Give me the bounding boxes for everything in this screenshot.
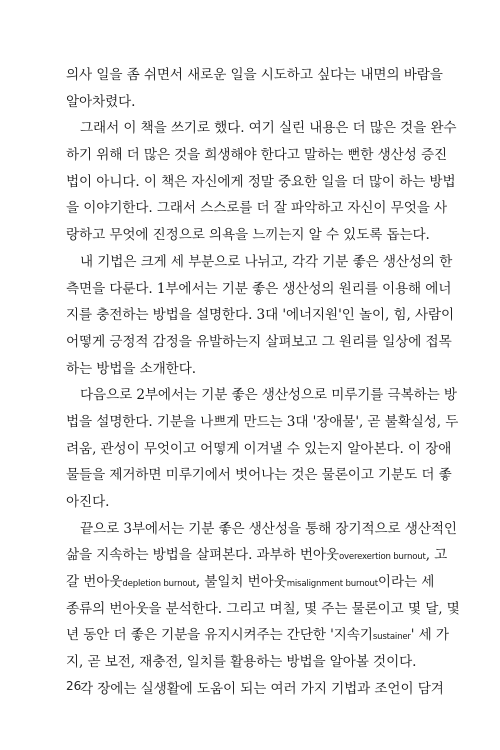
text-line: 아진다. [66, 494, 110, 510]
text-run: , 불일치 번아웃 [195, 574, 287, 591]
text-line: 끝으로 3부에서는 기분 좋은 생산성을 통해 장기적으로 생산적인 [80, 520, 457, 537]
text-run: 갈 번아웃 [66, 574, 123, 591]
text-line: 려움, 관성이 무엇이고 어떻게 이겨낼 수 있는지 알아본다. 이 장애 [66, 440, 452, 457]
text-line: 다음으로 2부에서는 기분 좋은 생산성으로 미루기를 극복하는 방 [80, 387, 457, 404]
paragraph-2 [66, 115, 457, 248]
text-line [66, 542, 448, 569]
text-line [66, 569, 435, 596]
text-line: 지, 곧 보전, 재충전, 일치를 활용하는 방법을 알아볼 것이다. [66, 654, 417, 671]
text-run: ' 세 가 [410, 627, 449, 644]
text-line: 하기 위해 더 많은 것을 희생해야 한다고 말하는 뻔한 생산성 증진 [66, 147, 448, 164]
english-gloss: sustainer [372, 632, 411, 643]
english-gloss: depletion burnout [122, 579, 196, 590]
text-line: 물들을 제거하면 미루기에서 벗어나는 것은 물론이고 기분도 더 좋 [66, 467, 452, 484]
text-line: 종류의 번아웃을 분석한다. 그리고 며칠, 몇 주는 물론이고 몇 달, 몇 [66, 600, 460, 617]
text-run: 이라는 세 [377, 574, 435, 591]
paragraph-3 [66, 249, 455, 382]
text-line: 각 장에는 실생활에 도움이 되는 여러 가지 기법과 조언이 담겨 [80, 680, 444, 697]
text-line: 지를 충전하는 방법을 설명한다. 3대 '에너지원'인 놀이, 힘, 사람이 [66, 307, 455, 324]
english-gloss: overexertion burnout [338, 552, 426, 563]
text-line: 법을 설명한다. 기분을 나쁘게 만드는 3대 '장애물', 곧 불확실성, 두 [66, 413, 459, 430]
text-line: 측면을 다룬다. 1부에서는 기분 좋은 생산성의 원리를 이용해 에너 [66, 280, 452, 297]
paragraph-1 [66, 62, 443, 115]
text-run: 년 동안 더 좋은 기분을 유지시켜주는 간단한 '지속기 [66, 627, 373, 644]
page-number: 26 [66, 679, 82, 693]
text-line [66, 622, 449, 649]
text-line: 하는 방법을 소개한다. [66, 360, 196, 377]
text-run: 삶을 지속하는 방법을 살펴본다. 과부하 번아웃 [66, 547, 339, 564]
text-line: 그래서 이 책을 쓰기로 했다. 여기 실린 내용은 더 많은 것을 완수 [80, 120, 457, 137]
english-gloss: misalignment burnout [286, 579, 378, 590]
text-line: 의사 일을 좀 쉬면서 새로운 일을 시도하고 싶다는 내면의 바람을 [66, 67, 443, 83]
text-line: 내 기법은 크게 세 부분으로 나뉘고, 각각 기분 좋은 생산성의 한 [80, 253, 453, 270]
text-line: 랑하고 무엇에 진정으로 의욕을 느끼는지 알 수 있도록 돕는다. [66, 227, 430, 244]
text-line: 알아차렸다. [66, 93, 136, 110]
text-line: 법이 아니다. 이 책은 자신에게 정말 중요한 일을 더 많이 하는 방법 [66, 173, 456, 190]
paragraph-6 [66, 676, 444, 703]
paragraph-5 [66, 516, 460, 676]
text-line: 을 이야기한다. 그래서 스스로를 더 잘 파악하고 자신이 무엇을 사 [66, 200, 448, 217]
body-text [66, 62, 460, 703]
paragraph-4 [66, 382, 459, 515]
text-run: , 고 [425, 547, 448, 564]
text-line: 어떻게 긍정적 감정을 유발하는지 살펴보고 그 원리를 일상에 접목 [66, 333, 452, 350]
